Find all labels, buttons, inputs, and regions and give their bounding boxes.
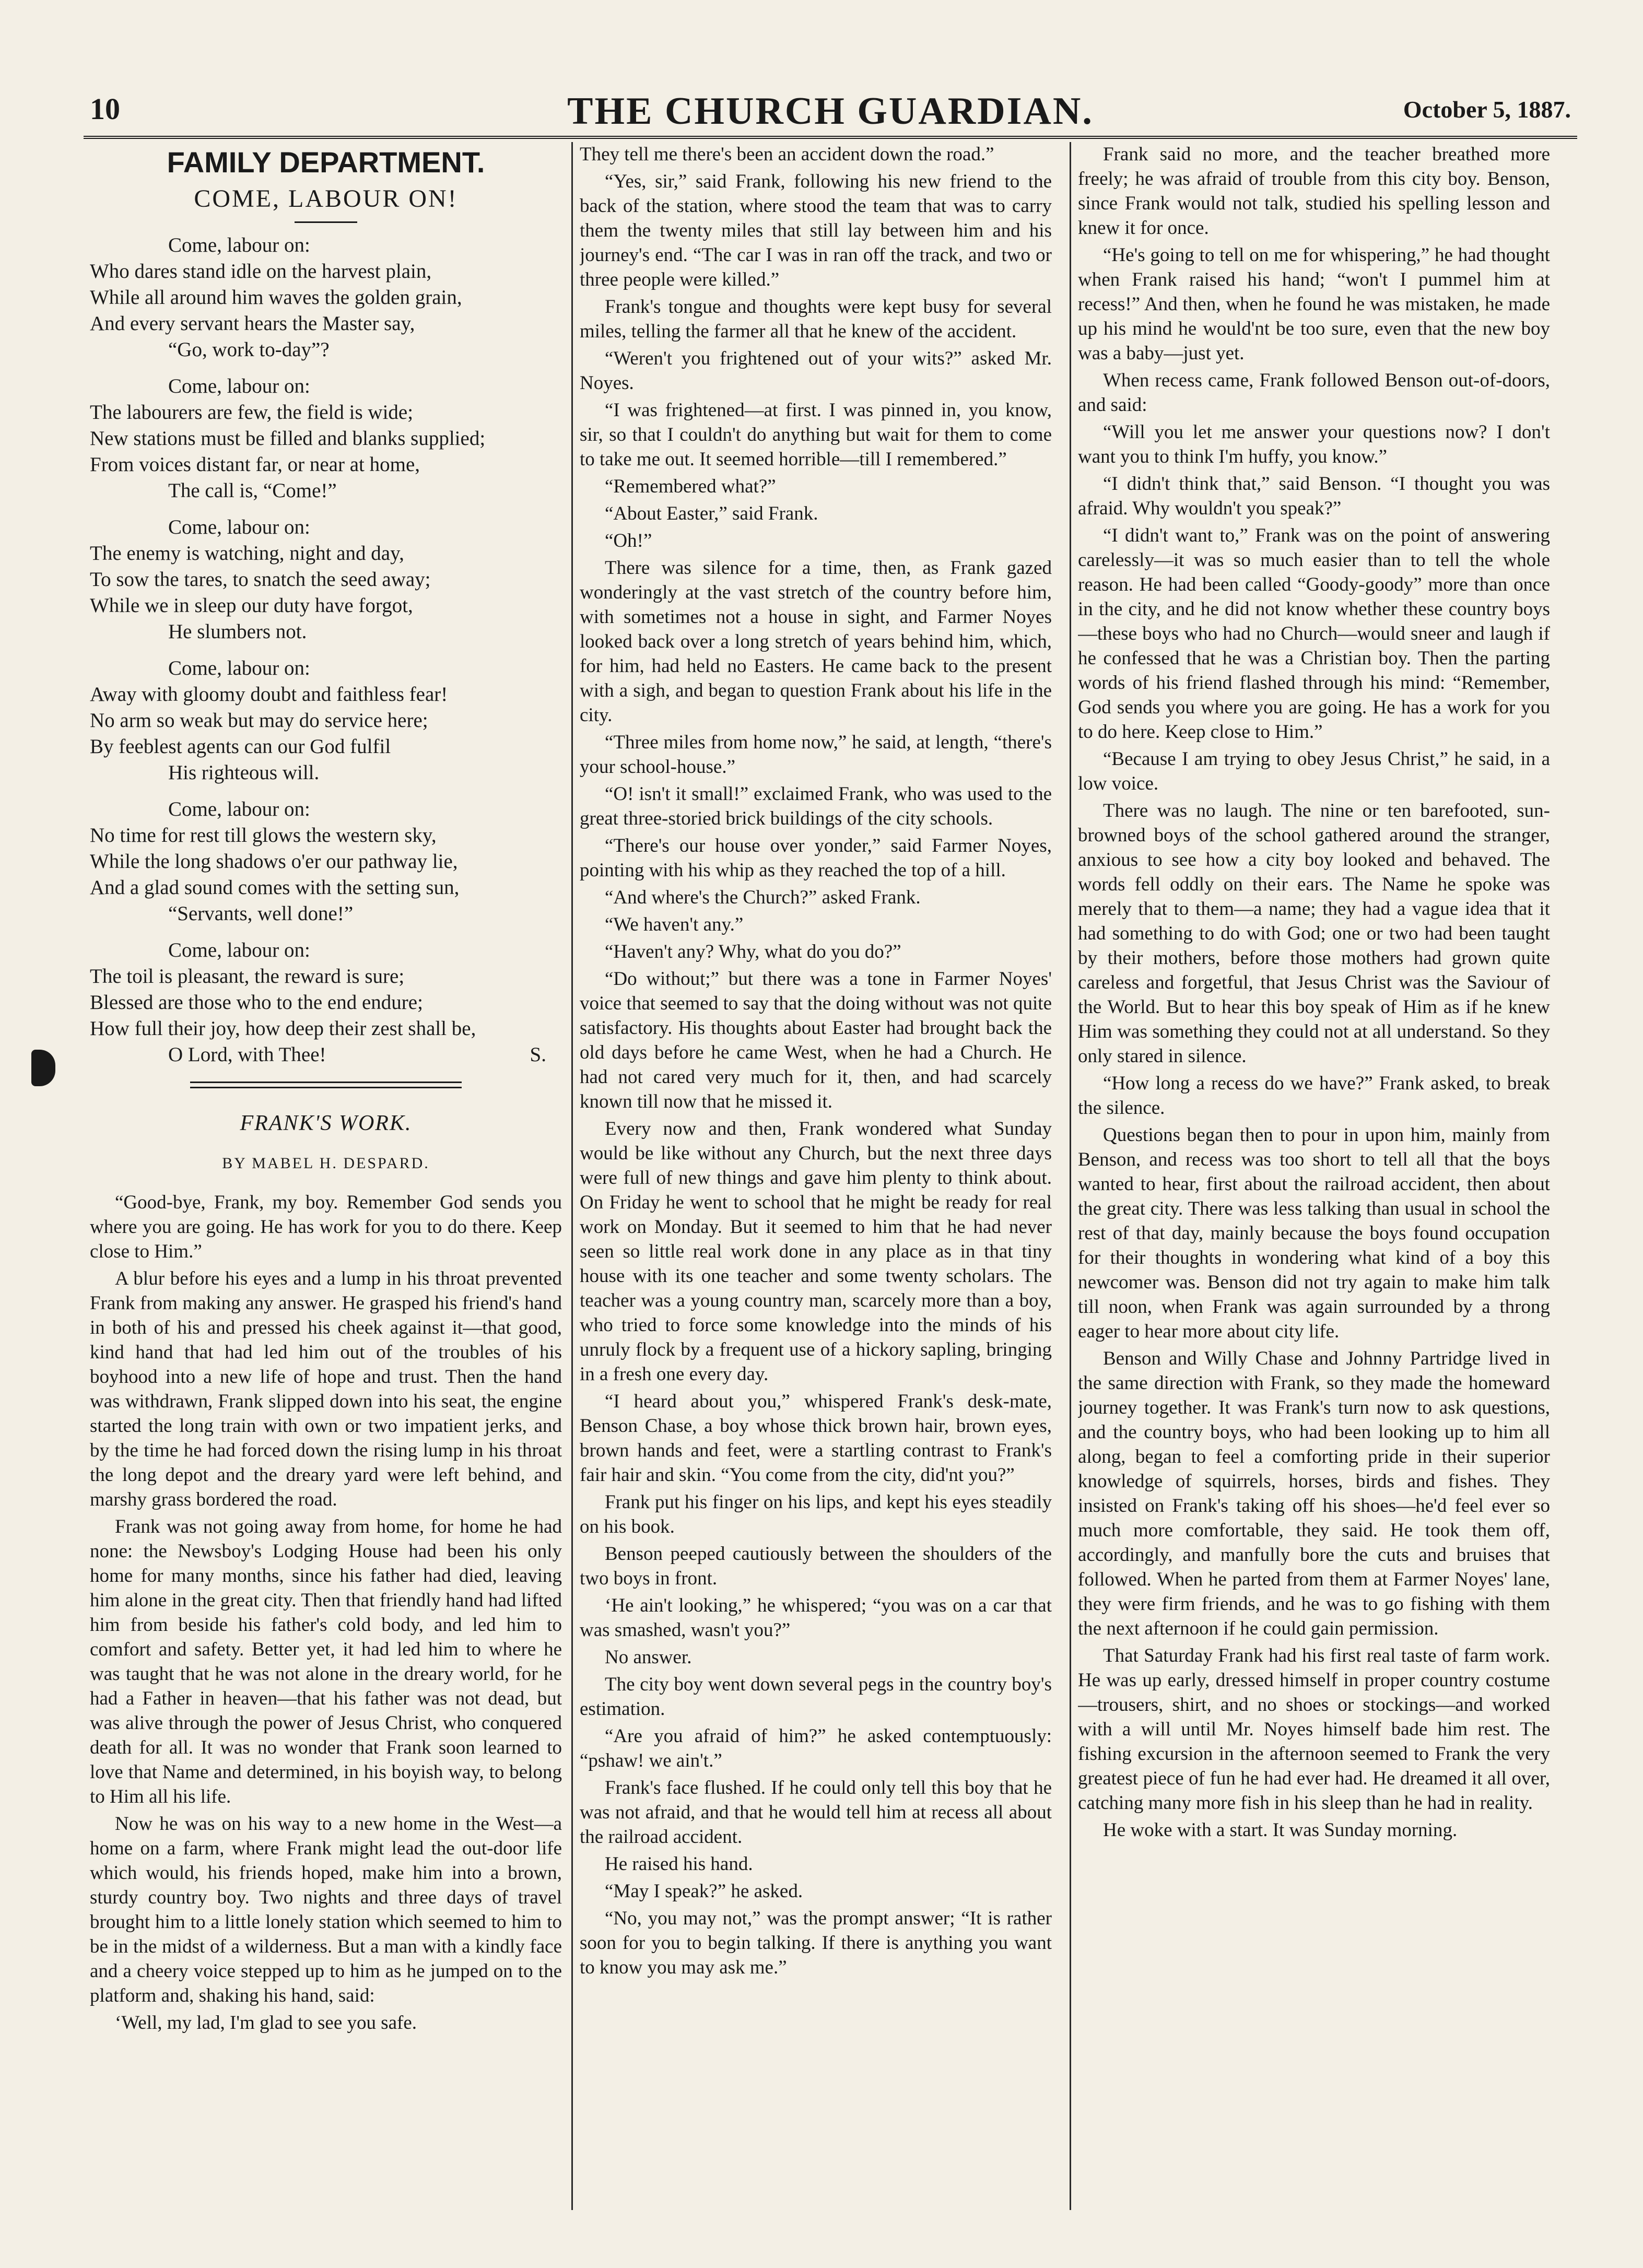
poem-line: How full their joy, how deep their zest shall be,: [90, 1017, 476, 1040]
poem-line: Come, labour on:: [168, 234, 310, 256]
poem-line: “Go, work to-day”?: [168, 338, 330, 361]
poem-line: Come, labour on:: [168, 657, 310, 679]
divider: [295, 221, 357, 223]
paragraph: “I didn't think that,” said Benson. “I thought you was afraid. Why wouldn't you speak?”: [1078, 473, 1550, 519]
paragraph: “Good-bye, Frank, my boy. Remember God sends you where you are going. He has work for you to do there. Keep close to Him.”: [90, 1192, 562, 1262]
story-title: FRANK'S WORK.: [240, 1111, 412, 1135]
paragraph: “Do without;” but there was a tone in Farmer Noyes' voice that seemed to say that the doing without was not quite satisfactory. His thoughts about Easter had brought back the old days before he came West, when he had a Church. He had not cared very much for it, then, and had scarcely known till now that he missed it.: [580, 968, 1052, 1112]
section-divider: [190, 1082, 462, 1088]
poem-line: By feeblest agents can our God fulfil: [90, 735, 391, 758]
masthead: [84, 86, 1577, 139]
poem-line: And a glad sound comes with the setting sun,: [90, 876, 460, 899]
paragraph: “No, you may not,” was the prompt answer; “It is rather soon for you to begin talking. If there is anything you want to know you may ask me.”: [580, 1908, 1052, 1978]
paragraph: ‘He ain't looking,” he whispered; “you was on a car that was smashed, wasn't you?”: [580, 1595, 1052, 1641]
paragraph: There was silence for a time, then, as Frank gazed wonderingly at the vast stretch of the country before him, with sometimes not a house in sight, and Farmer Noyes looked back over a long stretch of years behind him, which, for him, had held no Easters. He came back to the present with a sigh, and began to question Frank about his life in the city.: [580, 557, 1052, 726]
poem-line: While we in sleep our duty have forgot,: [90, 594, 413, 617]
paragraph: “About Easter,” said Frank.: [605, 503, 818, 524]
paragraph: A blur before his eyes and a lump in his throat prevented Frank from making any answer. He grasped his friend's hand in both of his and pressed his cheek against it—that good, kind hand that had led him out of the troubles of his boyhood into a new life of hope and trust. Then the hand was withdrawn, Frank slipped down into his seat, the engine started the long train with own or two impatient jerks, and by the time he had forced down the rising lump in his throat the long depot and the dreary yard were left behind, and marshy grass bordered the road.: [90, 1268, 562, 1510]
newspaper-title: THE CHURCH GUARDIAN.: [567, 90, 1094, 133]
poem-line: O Lord, with Thee!: [168, 1043, 326, 1066]
paragraph: “I didn't want to,” Frank was on the point of answering carelessly—it was so much easier than to tell the whole reason. He had been called “Goody-goody” more than once in the city, and he did not know whether these country boys—these boys who had no Church—would sneer and laugh if he confessed that he was a Christian boy. Then the parting words of his friend flashed through his mind: “Remember, God sends you where you are going. He has a work for you to do here. Keep close to Him.”: [1078, 525, 1550, 743]
paragraph: “And where's the Church?” asked Frank.: [605, 887, 921, 908]
paragraph: “Oh!”: [605, 530, 652, 551]
paragraph: “I heard about you,” whispered Frank's desk-mate, Benson Chase, a boy whose thick brown hair, brown eyes, brown hands and feet, were a startling contrast to Frank's fair hair and skin. “You come from the city, did'nt you?”: [580, 1391, 1052, 1486]
poem-signature: S.: [530, 1043, 546, 1066]
paragraph: “Because I am trying to obey Jesus Christ,” he said, in a low voice.: [1078, 748, 1550, 794]
paragraph: Benson and Willy Chase and Johnny Partridge lived in the same direction with Frank, so they made the homeward journey together. It was Frank's turn now to ask questions, and the country boys, who had been looking up to him all along, began to feel a comforting pride in their superior knowledge of squirrels, horses, birds and fishes. They insisted on Frank's taking off his shoes—he'd feel ever so much more comfortable, they said. He took them off, accordingly, and manfully bore the cuts and bruises that followed. When he parted from them at Farmer Noyes' lane, they were firm friends, and he was to go fishing with them the next afternoon if he could gain permission.: [1078, 1348, 1550, 1639]
paragraph: Frank's tongue and thoughts were kept busy for several miles, telling the farmer all that he knew of the accident.: [580, 296, 1052, 342]
poem-stanza: [90, 373, 562, 504]
paragraph: He woke with a start. It was Sunday morning.: [1103, 1819, 1458, 1841]
paragraph: “Are you afraid of him?” he asked contemptuously: “pshaw! we ain't.”: [580, 1725, 1052, 1771]
column-2: [580, 142, 1052, 2210]
poem-line: Away with gloomy doubt and faithless fear!: [90, 683, 448, 706]
paragraph: No answer.: [605, 1647, 692, 1668]
issue-date: October 5, 1887.: [1403, 96, 1571, 123]
paragraph: They tell me there's been an accident down the road.”: [580, 144, 994, 165]
department-heading: FAMILY DEPARTMENT.: [167, 146, 485, 179]
poem-stanza: [90, 655, 562, 786]
column-3: [1078, 142, 1550, 2210]
paragraph: He raised his hand.: [605, 1853, 753, 1875]
paragraph: “I was frightened—at first. I was pinned in, you know, sir, so that I couldn't do anything but wait for them to come to take me out. It seemed horrible—till I remembered.”: [580, 399, 1052, 470]
paragraph: “O! isn't it small!” exclaimed Frank, who was used to the great three-storied brick buildings of the city schools.: [580, 783, 1052, 829]
paragraph: “There's our house over yonder,” said Farmer Noyes, pointing with his whip as they reached the top of a hill.: [580, 835, 1052, 881]
paragraph: ‘Well, my lad, I'm glad to see you safe.: [115, 2012, 417, 2034]
poem-line: To sow the tares, to snatch the seed away;: [90, 568, 431, 591]
poem-line: While all around him waves the golden grain,: [90, 286, 462, 309]
paragraph: The city boy went down several pegs in the country boy's estimation.: [580, 1674, 1052, 1720]
paragraph: “Remembered what?”: [605, 476, 776, 497]
poem-line: Who dares stand idle on the harvest plain,: [90, 260, 432, 283]
poem-line: From voices distant far, or near at home,: [90, 453, 420, 476]
paragraph: “Haven't any? Why, what do you do?”: [605, 941, 901, 962]
paragraph: “He's going to tell on me for whispering,” he had thought when Frank raised his hand; “won't I pummel him at recess!” And then, when he found he was mistaken, he made up his mind he would'nt be too sure, even that the new boy was a baby—just yet.: [1078, 244, 1550, 364]
paragraph: Every now and then, Frank wondered what Sunday would be like without any Church, but the next three days were full of new things and gave him plenty to think about. On Friday he went to school that he might be ready for real work on Monday. But it seemed to him that he had never seen so little real work done in any place as in that tiny house with its one teacher and some twenty scholars. The teacher was a young country man, scarcely more than a boy, who tried to force some knowledge into the minds of his unruly flock by a frequent use of a hickory sapling, bringing in a fresh one every day.: [580, 1118, 1052, 1385]
poem-line: Come, labour on:: [168, 798, 310, 820]
paragraph: Frank's face flushed. If he could only tell this boy that he was not afraid, and that he would tell him at recess all about the railroad accident.: [580, 1777, 1052, 1848]
poem-line: “Servants, well done!”: [168, 902, 354, 925]
column-rule: [571, 142, 573, 2210]
paragraph: Now he was on his way to a new home in the West—a home on a farm, where Frank might lead the out-door life which would, his friends hoped, make him into a brown, sturdy country boy. Two nights and three days of travel brought him to a little lonely station which seemed to him to be in the midst of a wilderness. But a man with a kindly face and a cheery voice stepped up to him as he jumped on to the platform and, shaking his hand, said:: [90, 1813, 562, 2006]
poem-line: No time for rest till glows the western sky,: [90, 824, 437, 847]
poem-line: The toil is pleasant, the reward is sure;: [90, 965, 405, 988]
paragraph: Questions began then to pour in upon him, mainly from Benson, and recess was too short to tell all that the boys wanted to hear, first about the railroad accident, then about the great city. There was less talking than usual in school the rest of that day, mainly because the boys found occupation for their thoughts in wondering what kind of a boy this newcomer was. Benson did not try again to make him talk till noon, when Frank was again surrounded by a throng eager to hear more about city life.: [1078, 1124, 1550, 1342]
poem-line: He slumbers not.: [168, 620, 307, 643]
poem-line: The labourers are few, the field is wide;: [90, 401, 414, 424]
poem-stanza: [90, 514, 562, 645]
paragraph: “Weren't you frightened out of your wits?” asked Mr. Noyes.: [580, 348, 1052, 394]
poem-line: And every servant hears the Master say,: [90, 312, 415, 335]
poem-line: The call is, “Come!”: [168, 479, 337, 502]
poem-line: No arm so weak but may do service here;: [90, 709, 428, 732]
paragraph: Benson peeped cautiously between the shoulders of the two boys in front.: [580, 1543, 1052, 1589]
poem-line: New stations must be filled and blanks supplied;: [90, 427, 486, 450]
poem-stanza: [90, 232, 562, 363]
paragraph: Frank said no more, and the teacher breathed more freely; he was afraid of trouble from this city boy. Benson, since Frank would not talk, studied his spelling lesson and knew it for once.: [1078, 144, 1550, 239]
paragraph: When recess came, Frank followed Benson out-of-doors, and said:: [1078, 370, 1550, 416]
poem-stanza: [90, 937, 562, 1068]
poem-closing: [90, 1042, 562, 1068]
poem-line: While the long shadows o'er our pathway lie,: [90, 850, 458, 873]
paragraph: “How long a recess do we have?” Frank asked, to break the silence.: [1078, 1073, 1550, 1119]
poem-line: Come, labour on:: [168, 375, 310, 397]
paragraph: “Three miles from home now,” he said, at length, “there's your school-house.”: [580, 732, 1052, 778]
paragraph: “Yes, sir,” said Frank, following his new friend to the back of the station, where stood the team that was to carry them the twenty miles that still lay between him and his journey's end. “The car I was in ran off the track, and two or three people were killed.”: [580, 171, 1052, 290]
poem-line: The enemy is watching, night and day,: [90, 542, 404, 565]
paragraph: “May I speak?” he asked.: [605, 1881, 803, 1902]
paragraph: That Saturday Frank had his first real taste of farm work. He was up early, dressed himself in proper country costume—trousers, shirt, and no shoes or stockings—and worked with a will until Mr. Noyes himself bade him rest. The fishing excursion in the afternoon seemed to Frank the very greatest piece of fun he had ever had. He dreamed it all over, catching many more fish in his sleep than he had in reality.: [1078, 1645, 1550, 1814]
paragraph: There was no laugh. The nine or ten barefooted, sun-browned boys of the school gathered around the stranger, anxious to see how a city boy looked and behaved. The words fell oddly on their ears. The Name he spoke was merely that to them—a name; they had a vague idea that it had something to do with God; one or two had been taught by their mothers, before those mothers had grown quite careless and forgetful, that Jesus Christ was the Saviour of the World. But to hear this boy speak of Him as if he knew Him was something they could not at all understand. So they only stared in silence.: [1078, 800, 1550, 1067]
page-number: 10: [90, 92, 120, 126]
paragraph: “Will you let me answer your questions now? I don't want you to think I'm huffy, you know.”: [1078, 421, 1550, 467]
poem-line: His righteous will.: [168, 761, 320, 784]
poem-line: Blessed are those who to the end endure;: [90, 991, 423, 1014]
paragraph: “We haven't any.”: [605, 914, 744, 935]
paragraph: Frank was not going away from home, for home he had none: the Newsboy's Lodging House had been his only home for many months, since his father had died, leaving him alone in the great city. Then that friendly hand had lifted him from beside his father's cold body, and led him to comfort and safety. Better yet, it had led him to where he was taught that he was not alone in the dreary world, for he had a Father in heaven—that his father was not dead, but was alive through the power of Jesus Christ, who conquered death for all. It was no wonder that Frank soon learned to love that Name and determined, in his boyish way, to belong to Him all his life.: [90, 1516, 562, 1807]
story-byline: BY MABEL H. DESPARD.: [222, 1155, 430, 1172]
column-1: [90, 142, 562, 2210]
column-rule: [1070, 142, 1071, 2210]
poem-line: Come, labour on:: [168, 939, 310, 961]
poem-line: Come, labour on:: [168, 516, 310, 538]
margin-marker: [31, 1050, 55, 1086]
poem-title: COME, LABOUR ON!: [194, 185, 458, 213]
paragraph: Frank put his finger on his lips, and kept his eyes steadily on his book.: [580, 1491, 1052, 1537]
poem-stanza: [90, 796, 562, 927]
